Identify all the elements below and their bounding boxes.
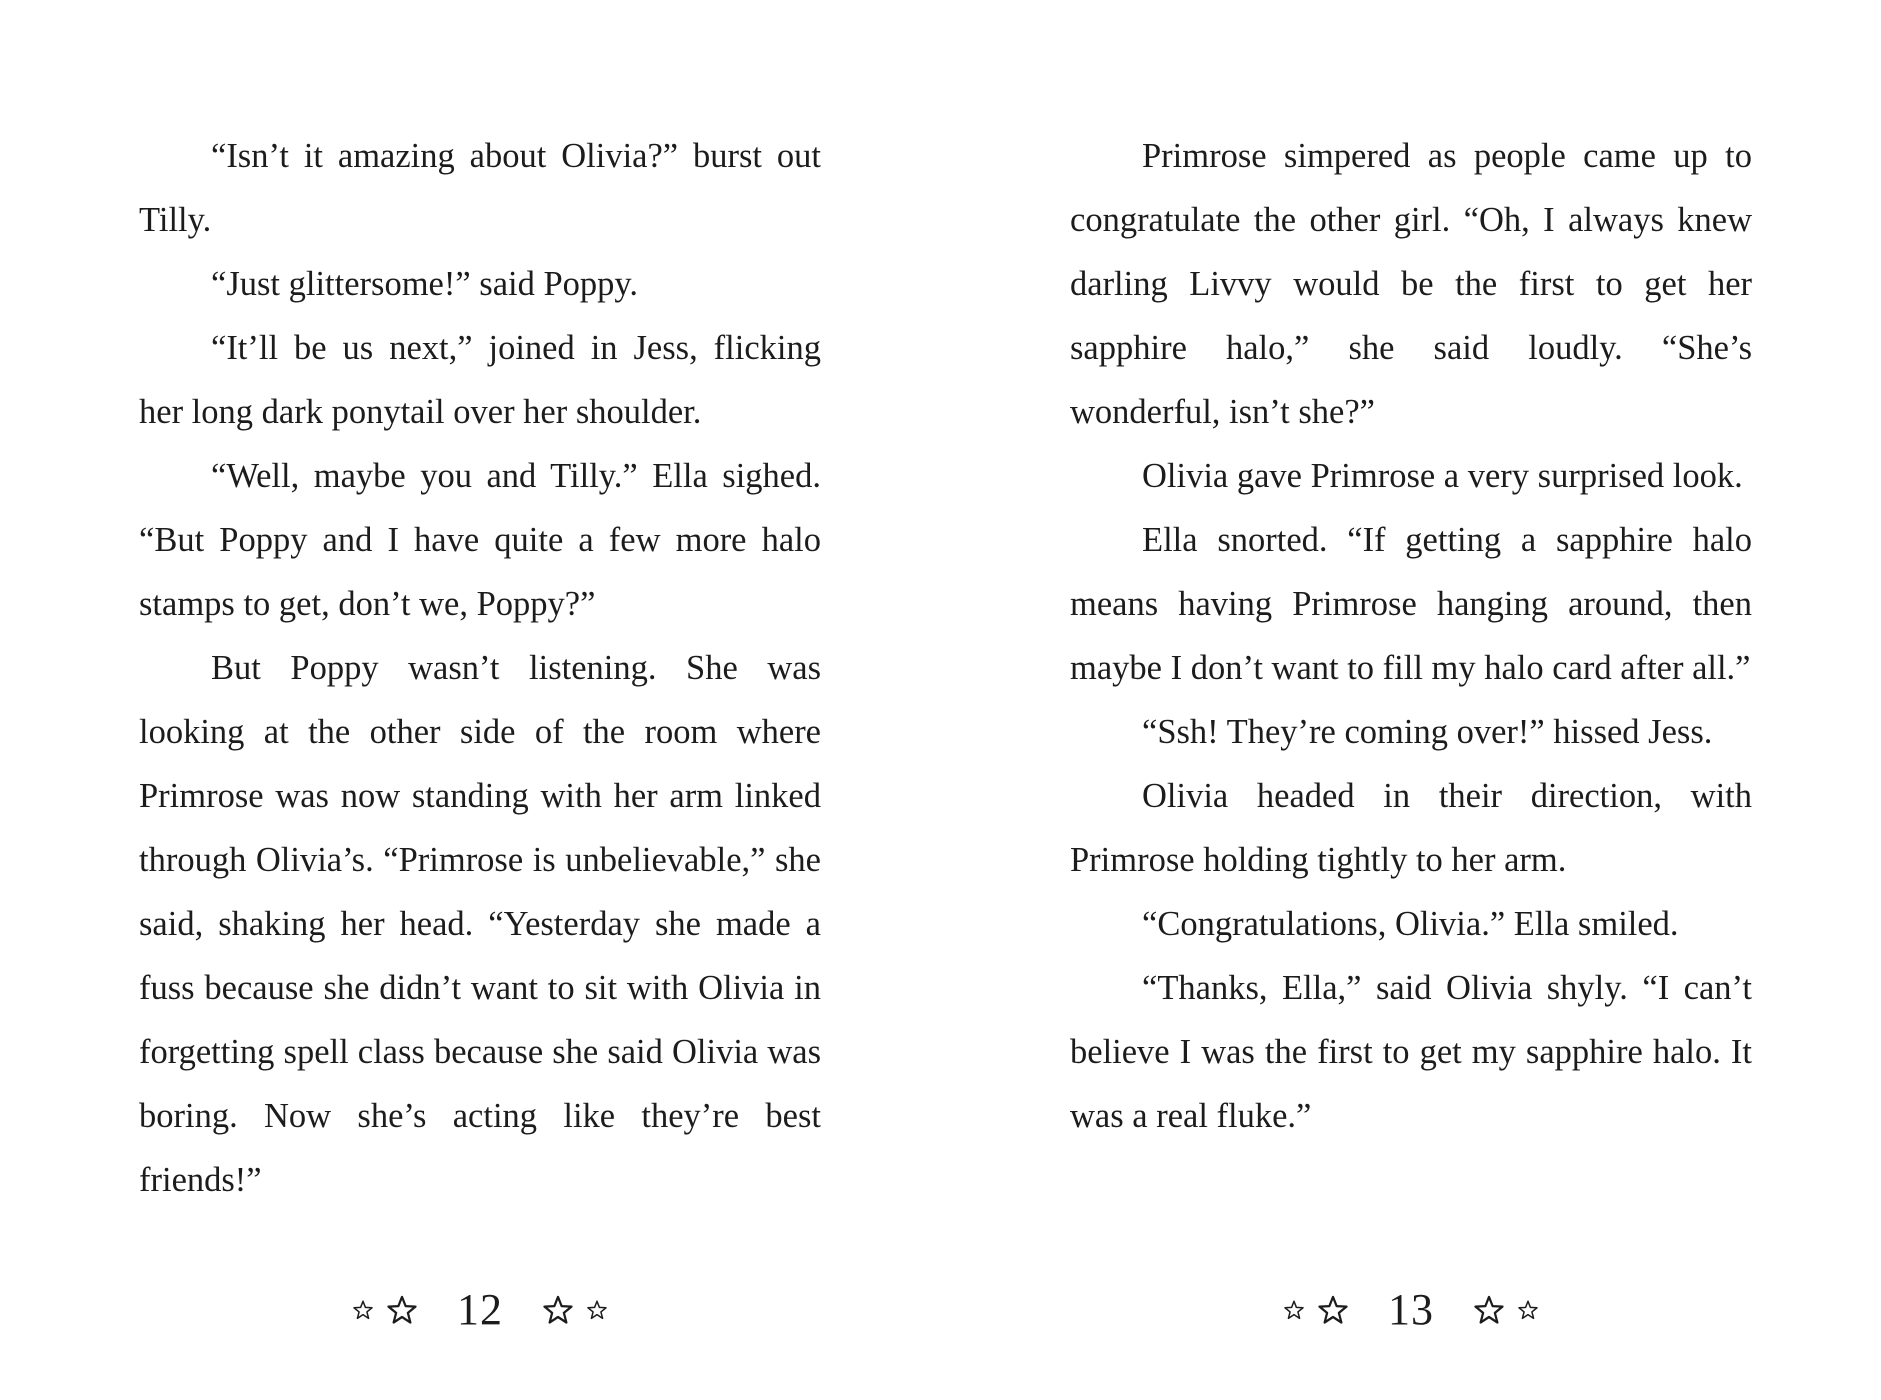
- left-page-folio: [139, 1284, 821, 1336]
- paragraph: Olivia headed in their direction, with Primrose holding tightly to her arm.: [1070, 777, 1752, 879]
- paragraph: “Just glittersome!” said Poppy.: [211, 265, 639, 303]
- paragraph: “Ssh! They’re coming over!” hissed Jess.: [1142, 713, 1713, 751]
- right-page-body: [1070, 124, 1752, 1148]
- paragraph: “Congratulations, Olivia.” Ella smiled.: [1142, 905, 1679, 943]
- paragraph: “Isn’t it amazing about Olivia?” burst out Tilly.: [139, 137, 821, 239]
- paragraph: Olivia gave Primrose a very surprised look.: [1142, 457, 1743, 495]
- star-outline-icon: [1518, 1300, 1538, 1320]
- star-outline-icon: [387, 1295, 417, 1325]
- page-number: 12: [457, 1285, 503, 1334]
- paragraph: But Poppy wasn’t listening. She was looking at the other side of the room where Primrose was now standing with her arm linked through Olivia’s. “Primrose is unbelievable,” she said, shaking her head. “Yesterday she made a fuss because she didn’t want to sit with Olivia in forgetting spell class because she said Olivia was boring. Now she’s acting like they’re best friends!”: [139, 649, 821, 1199]
- paragraph: “Well, maybe you and Tilly.” Ella sighed. “But Poppy and I have quite a few more halo stamps to get, don’t we, Poppy?”: [139, 457, 821, 623]
- paragraph: Ella snorted. “If getting a sapphire halo means having Primrose hanging around, then maybe I don’t want to fill my halo card after all.”: [1070, 521, 1752, 687]
- paragraph: “Thanks, Ella,” said Olivia shyly. “I can’t believe I was the first to get my sapphire halo. It was a real fluke.”: [1070, 969, 1752, 1135]
- left-page-body: [139, 124, 821, 1212]
- paragraph: Primrose simpered as people came up to congratulate the other girl. “Oh, I always knew darling Livvy would be the first to get her sapphire halo,” she said loudly. “She’s wonderful, isn’t she?”: [1070, 137, 1752, 431]
- paragraph: “It’ll be us next,” joined in Jess, flicking her long dark ponytail over her shoulder.: [139, 329, 821, 431]
- star-outline-icon: [1318, 1295, 1348, 1325]
- right-page-folio: [1070, 1284, 1752, 1336]
- star-outline-icon: [543, 1295, 573, 1325]
- star-outline-icon: [587, 1300, 607, 1320]
- star-outline-icon: [353, 1300, 373, 1320]
- page-number: 13: [1388, 1285, 1434, 1334]
- star-outline-icon: [1284, 1300, 1304, 1320]
- star-outline-icon: [1474, 1295, 1504, 1325]
